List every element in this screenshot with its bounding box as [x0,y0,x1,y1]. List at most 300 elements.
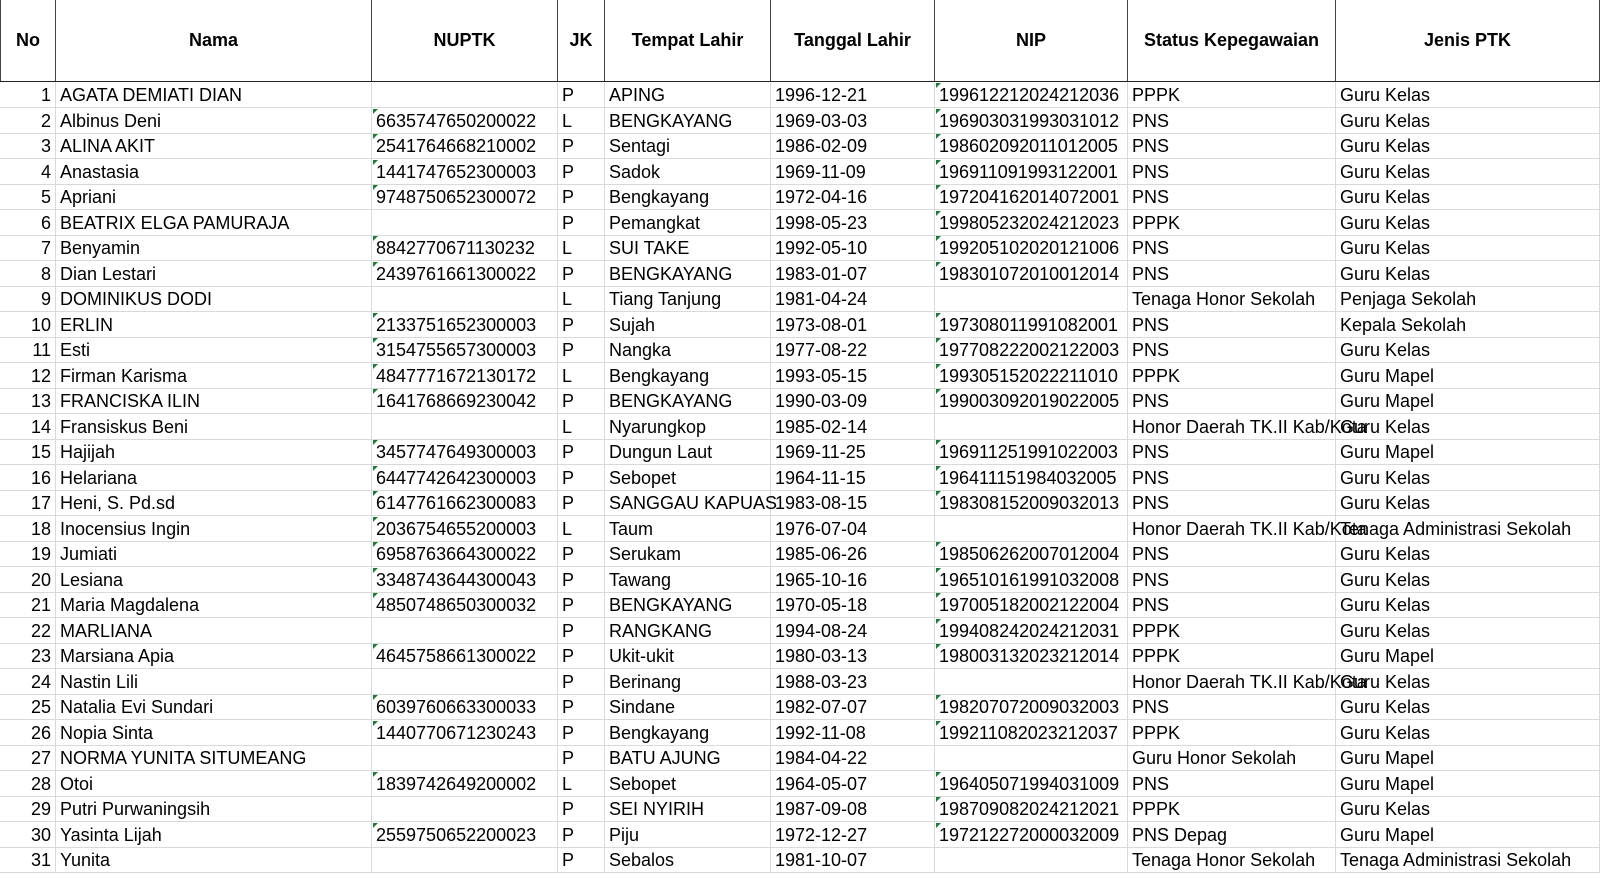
table-row [0,286,1600,312]
cell-nuptk[interactable] [372,618,558,643]
cell-jk[interactable]: P [558,210,605,235]
cell-jk[interactable]: P [558,618,605,643]
cell-nama[interactable]: Marsiana Apia [56,643,372,668]
cell-tanggal-lahir[interactable]: 1980-03-13 [771,643,935,668]
cell-status-kepegawaian[interactable]: PNS [1128,184,1336,209]
cell-jenis-ptk[interactable]: Guru Kelas [1336,184,1600,209]
cell-nip[interactable]: 199408242024212031 [935,618,1128,643]
cell-status-kepegawaian[interactable]: PPPK [1128,210,1336,235]
cell-nip[interactable]: 197204162014072001 [935,184,1128,209]
cell-nuptk[interactable] [372,847,558,872]
cell-tempat-lahir[interactable]: Serukam [605,541,771,566]
cell-tempat-lahir[interactable]: BENGKAYANG [605,108,771,133]
cell-jk[interactable]: P [558,541,605,566]
cell-tempat-lahir[interactable]: Tawang [605,567,771,592]
cell-tanggal-lahir[interactable]: 1988-03-23 [771,669,935,694]
cell-nama[interactable]: Putri Purwaningsih [56,796,372,821]
cell-tempat-lahir[interactable]: Dungun Laut [605,439,771,464]
cell-no[interactable]: 15 [0,439,56,464]
cell-jk[interactable]: P [558,184,605,209]
cell-nuptk[interactable]: 6147761662300083 [372,490,558,515]
cell-tempat-lahir[interactable]: BENGKAYANG [605,388,771,413]
cell-nama[interactable]: Jumiati [56,541,372,566]
cell-jk[interactable]: P [558,796,605,821]
cell-jenis-ptk[interactable]: Penjaga Sekolah [1336,286,1600,311]
cell-nuptk[interactable] [372,669,558,694]
cell-nuptk[interactable]: 3348743644300043 [372,567,558,592]
cell-jenis-ptk[interactable]: Guru Mapel [1336,745,1600,770]
cell-no[interactable]: 20 [0,567,56,592]
cell-jenis-ptk[interactable]: Tenaga Administrasi Sekolah [1336,847,1600,872]
cell-nama[interactable]: MARLIANA [56,618,372,643]
cell-nip[interactable] [935,745,1128,770]
cell-nip[interactable] [935,516,1128,541]
cell-nip[interactable]: 196405071994031009 [935,771,1128,796]
cell-tempat-lahir[interactable]: Bengkayang [605,720,771,745]
cell-no[interactable]: 1 [0,82,56,107]
cell-status-kepegawaian[interactable]: PNS Depag [1128,822,1336,847]
cell-status-kepegawaian[interactable]: PNS [1128,465,1336,490]
cell-jenis-ptk[interactable]: Guru Kelas [1336,261,1600,286]
cell-status-kepegawaian[interactable]: PNS [1128,261,1336,286]
cell-tempat-lahir[interactable]: SEI NYIRIH [605,796,771,821]
cell-tanggal-lahir[interactable]: 1973-08-01 [771,312,935,337]
cell-status-kepegawaian[interactable]: PNS [1128,159,1336,184]
cell-tempat-lahir[interactable]: Berinang [605,669,771,694]
cell-nip[interactable] [935,414,1128,439]
cell-nama[interactable]: Esti [56,337,372,362]
header-nip[interactable]: NIP [935,0,1128,81]
cell-jk[interactable]: P [558,592,605,617]
cell-tanggal-lahir[interactable]: 1969-03-03 [771,108,935,133]
cell-nuptk[interactable]: 2541764668210002 [372,133,558,158]
cell-jk[interactable]: L [558,363,605,388]
cell-tempat-lahir[interactable]: SANGGAU KAPUAS [605,490,771,515]
cell-tanggal-lahir[interactable]: 1972-12-27 [771,822,935,847]
cell-nip[interactable]: 196911251991022003 [935,439,1128,464]
cell-nip[interactable]: 198709082024212021 [935,796,1128,821]
cell-no[interactable]: 4 [0,159,56,184]
cell-tanggal-lahir[interactable]: 1985-02-14 [771,414,935,439]
cell-nip[interactable]: 198003132023212014 [935,643,1128,668]
cell-nuptk[interactable] [372,82,558,107]
cell-nama[interactable]: NORMA YUNITA SITUMEANG [56,745,372,770]
cell-no[interactable]: 13 [0,388,56,413]
cell-jk[interactable]: P [558,694,605,719]
cell-jenis-ptk[interactable]: Guru Mapel [1336,439,1600,464]
cell-nuptk[interactable]: 3457747649300003 [372,439,558,464]
header-tempat-lahir[interactable]: Tempat Lahir [605,0,771,81]
cell-nuptk[interactable]: 1440770671230243 [372,720,558,745]
cell-nip[interactable]: 196411151984032005 [935,465,1128,490]
cell-nuptk[interactable]: 6039760663300033 [372,694,558,719]
cell-status-kepegawaian[interactable]: PNS [1128,439,1336,464]
cell-nama[interactable]: Yasinta Lijah [56,822,372,847]
cell-nama[interactable]: Helariana [56,465,372,490]
cell-no[interactable]: 19 [0,541,56,566]
cell-jk[interactable]: L [558,516,605,541]
cell-nuptk[interactable] [372,796,558,821]
cell-nip[interactable]: 197005182002122004 [935,592,1128,617]
cell-nip[interactable]: 198207072009032003 [935,694,1128,719]
cell-tempat-lahir[interactable]: BATU AJUNG [605,745,771,770]
cell-tanggal-lahir[interactable]: 1990-03-09 [771,388,935,413]
cell-nama[interactable]: Inocensius Ingin [56,516,372,541]
cell-status-kepegawaian[interactable]: PPPK [1128,720,1336,745]
header-nama[interactable]: Nama [56,0,372,81]
cell-nip[interactable]: 196510161991032008 [935,567,1128,592]
cell-nama[interactable]: Yunita [56,847,372,872]
cell-tanggal-lahir[interactable]: 1998-05-23 [771,210,935,235]
cell-nip[interactable]: 196911091993122001 [935,159,1128,184]
cell-jenis-ptk[interactable]: Guru Kelas [1336,618,1600,643]
cell-jenis-ptk[interactable]: Guru Mapel [1336,388,1600,413]
cell-no[interactable]: 17 [0,490,56,515]
cell-jk[interactable]: P [558,261,605,286]
cell-nama[interactable]: Albinus Deni [56,108,372,133]
cell-tanggal-lahir[interactable]: 1985-06-26 [771,541,935,566]
cell-tempat-lahir[interactable]: Ukit-ukit [605,643,771,668]
cell-tanggal-lahir[interactable]: 1992-05-10 [771,235,935,260]
cell-nama[interactable]: BEATRIX ELGA PAMURAJA [56,210,372,235]
cell-nip[interactable] [935,669,1128,694]
cell-nip[interactable]: 199305152022211010 [935,363,1128,388]
cell-status-kepegawaian[interactable]: PNS [1128,541,1336,566]
header-status-kepegawaian[interactable]: Status Kepegawaian [1128,0,1336,81]
cell-jk[interactable]: P [558,133,605,158]
cell-tanggal-lahir[interactable]: 1969-11-25 [771,439,935,464]
cell-nama[interactable]: Natalia Evi Sundari [56,694,372,719]
cell-jenis-ptk[interactable]: Guru Kelas [1336,133,1600,158]
cell-tanggal-lahir[interactable]: 1992-11-08 [771,720,935,745]
cell-status-kepegawaian[interactable]: PPPK [1128,643,1336,668]
cell-jk[interactable]: L [558,286,605,311]
cell-jk[interactable]: L [558,771,605,796]
cell-jk[interactable]: P [558,567,605,592]
table-row [0,312,1600,338]
cell-nip[interactable]: 199211082023212037 [935,720,1128,745]
cell-tanggal-lahir[interactable]: 1983-01-07 [771,261,935,286]
cell-tanggal-lahir[interactable]: 1986-02-09 [771,133,935,158]
cell-status-kepegawaian[interactable]: PNS [1128,490,1336,515]
cell-tempat-lahir[interactable]: Sentagi [605,133,771,158]
cell-no[interactable]: 16 [0,465,56,490]
cell-nama[interactable]: DOMINIKUS DODI [56,286,372,311]
cell-status-kepegawaian[interactable]: Honor Daerah TK.II Kab/Kota [1128,669,1336,694]
cell-status-kepegawaian[interactable]: Guru Honor Sekolah [1128,745,1336,770]
cell-nuptk[interactable]: 2439761661300022 [372,261,558,286]
cell-status-kepegawaian[interactable]: PNS [1128,235,1336,260]
cell-no[interactable]: 23 [0,643,56,668]
cell-no[interactable]: 2 [0,108,56,133]
cell-tempat-lahir[interactable]: Nyarungkop [605,414,771,439]
cell-jenis-ptk[interactable]: Kepala Sekolah [1336,312,1600,337]
cell-no[interactable]: 9 [0,286,56,311]
cell-jk[interactable]: P [558,720,605,745]
cell-jk[interactable]: P [558,745,605,770]
cell-tanggal-lahir[interactable]: 1993-05-15 [771,363,935,388]
cell-jk[interactable]: P [558,388,605,413]
cell-tempat-lahir[interactable]: Nangka [605,337,771,362]
cell-nip[interactable] [935,286,1128,311]
cell-jenis-ptk[interactable]: Guru Mapel [1336,822,1600,847]
cell-tempat-lahir[interactable]: Bengkayang [605,363,771,388]
cell-nuptk[interactable]: 4645758661300022 [372,643,558,668]
cell-tanggal-lahir[interactable]: 1965-10-16 [771,567,935,592]
cell-tempat-lahir[interactable]: Sebopet [605,771,771,796]
cell-nuptk[interactable] [372,414,558,439]
table-row [0,796,1600,822]
cell-jk[interactable]: P [558,337,605,362]
cell-status-kepegawaian[interactable]: Tenaga Honor Sekolah [1128,847,1336,872]
cell-nip[interactable]: 199003092019022005 [935,388,1128,413]
cell-tanggal-lahir[interactable]: 1972-04-16 [771,184,935,209]
cell-tempat-lahir[interactable]: Pemangkat [605,210,771,235]
cell-nama[interactable]: Otoi [56,771,372,796]
cell-nuptk[interactable]: 1641768669230042 [372,388,558,413]
cell-status-kepegawaian[interactable]: PNS [1128,771,1336,796]
cell-tempat-lahir[interactable]: Sujah [605,312,771,337]
cell-no[interactable]: 8 [0,261,56,286]
cell-tempat-lahir[interactable]: APING [605,82,771,107]
cell-jenis-ptk[interactable]: Guru Kelas [1336,337,1600,362]
cell-nuptk[interactable]: 6447742642300003 [372,465,558,490]
header-jenis-ptk[interactable]: Jenis PTK [1336,0,1600,81]
cell-tanggal-lahir[interactable]: 1970-05-18 [771,592,935,617]
cell-jenis-ptk[interactable]: Guru Kelas [1336,567,1600,592]
table-row [0,720,1600,746]
cell-nip[interactable]: 199205102020121006 [935,235,1128,260]
header-tanggal-lahir[interactable]: Tanggal Lahir [771,0,935,81]
cell-tanggal-lahir[interactable]: 1981-10-07 [771,847,935,872]
cell-tanggal-lahir[interactable]: 1994-08-24 [771,618,935,643]
cell-jk[interactable]: L [558,414,605,439]
cell-jk[interactable]: P [558,465,605,490]
cell-tanggal-lahir[interactable]: 1964-11-15 [771,465,935,490]
cell-nip[interactable]: 198506262007012004 [935,541,1128,566]
cell-tanggal-lahir[interactable]: 1987-09-08 [771,796,935,821]
cell-nuptk[interactable]: 6635747650200022 [372,108,558,133]
cell-nuptk[interactable]: 6958763664300022 [372,541,558,566]
cell-tempat-lahir[interactable]: Taum [605,516,771,541]
cell-nama[interactable]: Anastasia [56,159,372,184]
cell-jenis-ptk[interactable]: Guru Kelas [1336,796,1600,821]
cell-jenis-ptk[interactable]: Guru Kelas [1336,669,1600,694]
cell-jenis-ptk[interactable]: Guru Kelas [1336,490,1600,515]
cell-nip[interactable]: 198602092011012005 [935,133,1128,158]
cell-no[interactable]: 3 [0,133,56,158]
cell-nuptk[interactable]: 2133751652300003 [372,312,558,337]
cell-status-kepegawaian[interactable]: PPPK [1128,618,1336,643]
cell-nama[interactable]: Firman Karisma [56,363,372,388]
cell-no[interactable]: 6 [0,210,56,235]
cell-tempat-lahir[interactable]: SUI TAKE [605,235,771,260]
cell-no[interactable]: 25 [0,694,56,719]
cell-nama[interactable]: Apriani [56,184,372,209]
cell-tanggal-lahir[interactable]: 1981-04-24 [771,286,935,311]
cell-nuptk[interactable]: 8842770671130232 [372,235,558,260]
cell-jk[interactable]: P [558,82,605,107]
cell-no[interactable]: 31 [0,847,56,872]
cell-tempat-lahir[interactable]: BENGKAYANG [605,261,771,286]
cell-nama[interactable]: Benyamin [56,235,372,260]
cell-nama[interactable]: Maria Magdalena [56,592,372,617]
cell-jk[interactable]: P [558,847,605,872]
cell-tempat-lahir[interactable]: BENGKAYANG [605,592,771,617]
cell-jk[interactable]: P [558,643,605,668]
cell-no[interactable]: 28 [0,771,56,796]
cell-nuptk[interactable]: 2559750652200023 [372,822,558,847]
cell-status-kepegawaian[interactable]: PNS [1128,312,1336,337]
cell-jenis-ptk[interactable]: Guru Kelas [1336,541,1600,566]
cell-no[interactable]: 12 [0,363,56,388]
cell-status-kepegawaian[interactable]: PNS [1128,108,1336,133]
cell-nip[interactable]: 197212272000032009 [935,822,1128,847]
cell-tempat-lahir[interactable]: Sindane [605,694,771,719]
cell-jk[interactable]: P [558,439,605,464]
cell-jenis-ptk[interactable]: Guru Kelas [1336,235,1600,260]
cell-status-kepegawaian[interactable]: PNS [1128,388,1336,413]
cell-nama[interactable]: Nastin Lili [56,669,372,694]
cell-nuptk[interactable]: 1839742649200002 [372,771,558,796]
cell-no[interactable]: 21 [0,592,56,617]
table-row [0,235,1600,261]
cell-nip[interactable]: 197708222002122003 [935,337,1128,362]
cell-nip[interactable]: 198301072010012014 [935,261,1128,286]
table-row [0,363,1600,389]
cell-tanggal-lahir[interactable]: 1984-04-22 [771,745,935,770]
cell-tanggal-lahir[interactable]: 1982-07-07 [771,694,935,719]
cell-jenis-ptk[interactable]: Guru Mapel [1336,643,1600,668]
cell-nuptk[interactable]: 4847771672130172 [372,363,558,388]
cell-jk[interactable]: P [558,159,605,184]
header-nuptk[interactable]: NUPTK [372,0,558,81]
cell-nama[interactable]: AGATA DEMIATI DIAN [56,82,372,107]
cell-nuptk[interactable]: 3154755657300003 [372,337,558,362]
cell-status-kepegawaian[interactable]: PPPK [1128,363,1336,388]
cell-no[interactable]: 27 [0,745,56,770]
cell-nip[interactable]: 196903031993031012 [935,108,1128,133]
cell-status-kepegawaian[interactable]: PPPK [1128,796,1336,821]
cell-nip[interactable] [935,847,1128,872]
table-row [0,108,1600,134]
cell-status-kepegawaian[interactable]: Honor Daerah TK.II Kab/Kota [1128,414,1336,439]
cell-nuptk[interactable]: 9748750652300072 [372,184,558,209]
cell-nama[interactable]: FRANCISKA ILIN [56,388,372,413]
cell-no[interactable]: 30 [0,822,56,847]
cell-nuptk[interactable] [372,210,558,235]
table-row [0,694,1600,720]
cell-nuptk[interactable]: 1441747652300003 [372,159,558,184]
cell-jk[interactable]: L [558,108,605,133]
cell-nama[interactable]: ERLIN [56,312,372,337]
cell-nama[interactable]: Dian Lestari [56,261,372,286]
cell-jenis-ptk[interactable]: Guru Mapel [1336,771,1600,796]
cell-jenis-ptk[interactable]: Guru Kelas [1336,720,1600,745]
table-row [0,439,1600,465]
cell-tempat-lahir[interactable]: Bengkayang [605,184,771,209]
cell-no[interactable]: 22 [0,618,56,643]
cell-tempat-lahir[interactable]: Sebalos [605,847,771,872]
cell-no[interactable]: 18 [0,516,56,541]
cell-tempat-lahir[interactable]: Piju [605,822,771,847]
cell-status-kepegawaian[interactable]: Tenaga Honor Sekolah [1128,286,1336,311]
cell-no[interactable]: 26 [0,720,56,745]
cell-status-kepegawaian[interactable]: PNS [1128,592,1336,617]
cell-jenis-ptk[interactable]: Guru Kelas [1336,82,1600,107]
cell-tanggal-lahir[interactable]: 1969-11-09 [771,159,935,184]
cell-status-kepegawaian[interactable]: PNS [1128,694,1336,719]
cell-nama[interactable]: ALINA AKIT [56,133,372,158]
header-no[interactable]: No [0,0,56,81]
cell-no[interactable]: 7 [0,235,56,260]
cell-no[interactable]: 24 [0,669,56,694]
cell-nama[interactable]: Heni, S. Pd.sd [56,490,372,515]
cell-status-kepegawaian[interactable]: PNS [1128,567,1336,592]
cell-status-kepegawaian[interactable]: PPPK [1128,82,1336,107]
cell-no[interactable]: 11 [0,337,56,362]
cell-jk[interactable]: P [558,822,605,847]
table-row [0,184,1600,210]
cell-tempat-lahir[interactable]: RANGKANG [605,618,771,643]
cell-nama[interactable]: Lesiana [56,567,372,592]
cell-tanggal-lahir[interactable]: 1964-05-07 [771,771,935,796]
cell-jk[interactable]: P [558,669,605,694]
cell-tanggal-lahir[interactable]: 1977-08-22 [771,337,935,362]
cell-tempat-lahir[interactable]: Tiang Tanjung [605,286,771,311]
cell-no[interactable]: 14 [0,414,56,439]
cell-nip[interactable]: 197308011991082001 [935,312,1128,337]
cell-nip[interactable]: 198308152009032013 [935,490,1128,515]
table-row [0,618,1600,644]
cell-jenis-ptk[interactable]: Guru Kelas [1336,414,1600,439]
cell-nip[interactable]: 199612212024212036 [935,82,1128,107]
header-jk[interactable]: JK [558,0,605,81]
cell-tanggal-lahir[interactable]: 1976-07-04 [771,516,935,541]
cell-no[interactable]: 5 [0,184,56,209]
cell-status-kepegawaian[interactable]: PNS [1128,337,1336,362]
cell-nama[interactable]: Hajijah [56,439,372,464]
cell-jk[interactable]: P [558,312,605,337]
cell-status-kepegawaian[interactable]: Honor Daerah TK.II Kab/Kota [1128,516,1336,541]
cell-nip[interactable]: 199805232024212023 [935,210,1128,235]
cell-nuptk[interactable] [372,745,558,770]
cell-nuptk[interactable]: 4850748650300032 [372,592,558,617]
cell-jk[interactable]: L [558,235,605,260]
cell-nama[interactable]: Nopia Sinta [56,720,372,745]
cell-tanggal-lahir[interactable]: 1996-12-21 [771,82,935,107]
cell-jenis-ptk[interactable]: Guru Kelas [1336,210,1600,235]
cell-tanggal-lahir[interactable]: 1983-08-15 [771,490,935,515]
cell-jenis-ptk[interactable]: Guru Mapel [1336,363,1600,388]
cell-nama[interactable]: Fransiskus Beni [56,414,372,439]
cell-status-kepegawaian[interactable]: PNS [1128,133,1336,158]
cell-jenis-ptk[interactable]: Guru Kelas [1336,159,1600,184]
cell-jenis-ptk[interactable]: Guru Kelas [1336,592,1600,617]
cell-jk[interactable]: P [558,490,605,515]
cell-jenis-ptk[interactable]: Guru Kelas [1336,465,1600,490]
cell-tempat-lahir[interactable]: Sadok [605,159,771,184]
cell-jenis-ptk[interactable]: Guru Kelas [1336,694,1600,719]
cell-no[interactable]: 29 [0,796,56,821]
cell-no[interactable]: 10 [0,312,56,337]
cell-jenis-ptk[interactable]: Tenaga Administrasi Sekolah [1336,516,1600,541]
cell-jenis-ptk[interactable]: Guru Kelas [1336,108,1600,133]
table-row [0,567,1600,593]
cell-nuptk[interactable] [372,286,558,311]
cell-tempat-lahir[interactable]: Sebopet [605,465,771,490]
cell-nuptk[interactable]: 2036754655200003 [372,516,558,541]
